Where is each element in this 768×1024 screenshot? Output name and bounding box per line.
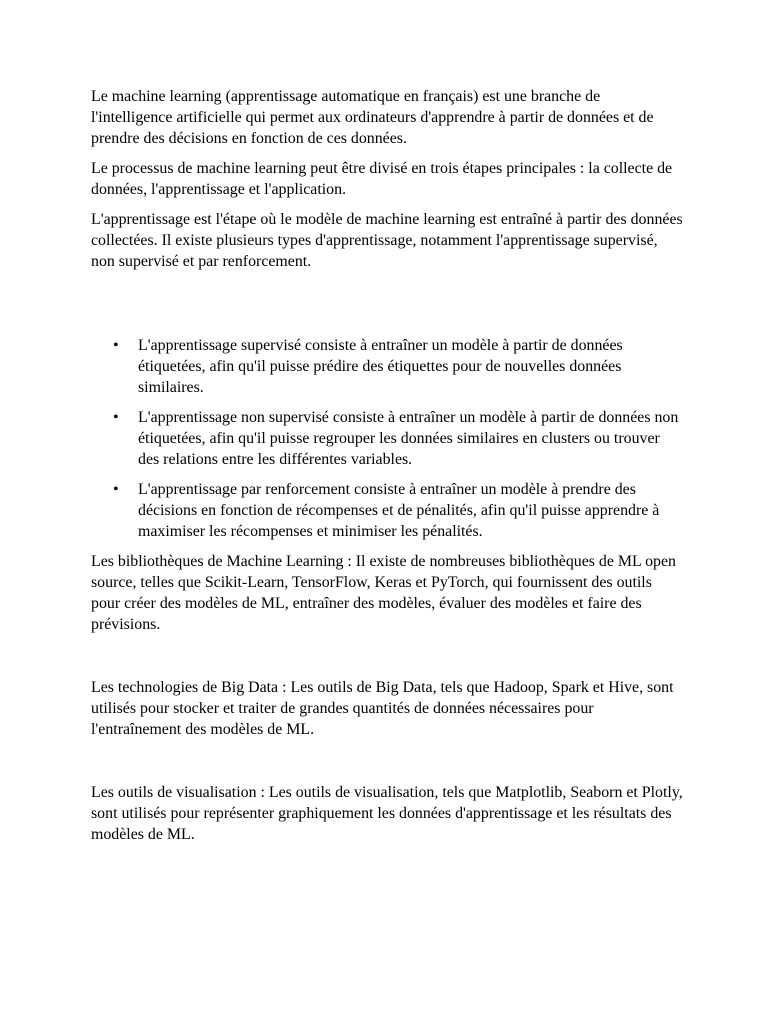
blank-space: [91, 740, 683, 761]
list-item-supervised: [91, 335, 683, 398]
blank-space: [91, 656, 683, 677]
list-item-text: L'apprentissage par renforcement consiste à entraîner un modèle à prendre des décisions en fonction de récompenses et de pénalités, afin qu'il puisse apprendre à maximiser les récompenses et minimiser les pénalités.: [138, 481, 660, 540]
blank-space: [91, 272, 683, 335]
libraries-paragraph: Les bibliothèques de Machine Learning : Il existe de nombreuses bibliothèques de ML open source, telles que Scikit-Learn, TensorFlow, Keras et PyTorch, qui fournissent des outils pour créer des modèles de ML, entraîner des modèles, évaluer des modèles et faire des prévisions.: [91, 553, 677, 633]
big-data-paragraph: Les technologies de Big Data : Les outils de Big Data, tels que Hadoop, Spark et Hive, sont utilisés pour stocker et traiter de grandes quantités de données nécessaires pour l'entraînement des modèles de ML.: [91, 679, 674, 738]
bullet-icon: •: [113, 409, 119, 426]
list-item-text: L'apprentissage supervisé consiste à entraîner un modèle à partir de données étiquetées, afin qu'il puisse prédire des étiquettes pour de nouvelles données similaires.: [138, 337, 623, 396]
bullet-icon: •: [113, 481, 119, 498]
list-item-text: L'apprentissage non supervisé consiste à entraîner un modèle à partir de données non étiquetées, afin qu'il puisse regrouper les données similaires en clusters ou trouver des relations entre les différentes variables.: [138, 409, 679, 468]
blank-space: [91, 635, 683, 656]
intro-paragraph-learning: L'apprentissage est l'étape où le modèle de machine learning est entraîné à partir des données collectées. Il existe plusieurs types d'apprentissage, notamment l'apprentissage supervisé, non supervisé et par renforcement.: [91, 211, 683, 270]
visualisation-paragraph: Les outils de visualisation : Les outils de visualisation, tels que Matplotlib, Seaborn et Plotly, sont utilisés pour représenter graphiquement les données d'apprentissage et les résultats des modèles de ML.: [91, 784, 683, 843]
intro-paragraph-process: Le processus de machine learning peut être divisé en trois étapes principales : la collecte de données, l'apprentissage et l'application.: [91, 160, 673, 198]
blank-space: [91, 761, 683, 782]
document-body: [91, 86, 683, 845]
intro-paragraph-definition: Le machine learning (apprentissage automatique en français) est une branche de l'intelligence artificielle qui permet aux ordinateurs d'apprendre à partir de données et de prendre des décisions en fonction de ces données.: [91, 88, 654, 147]
list-item-reinforcement: [91, 479, 683, 542]
bullet-icon: •: [113, 337, 119, 354]
list-item-unsupervised: [91, 407, 683, 470]
learning-types-list: [91, 335, 683, 542]
